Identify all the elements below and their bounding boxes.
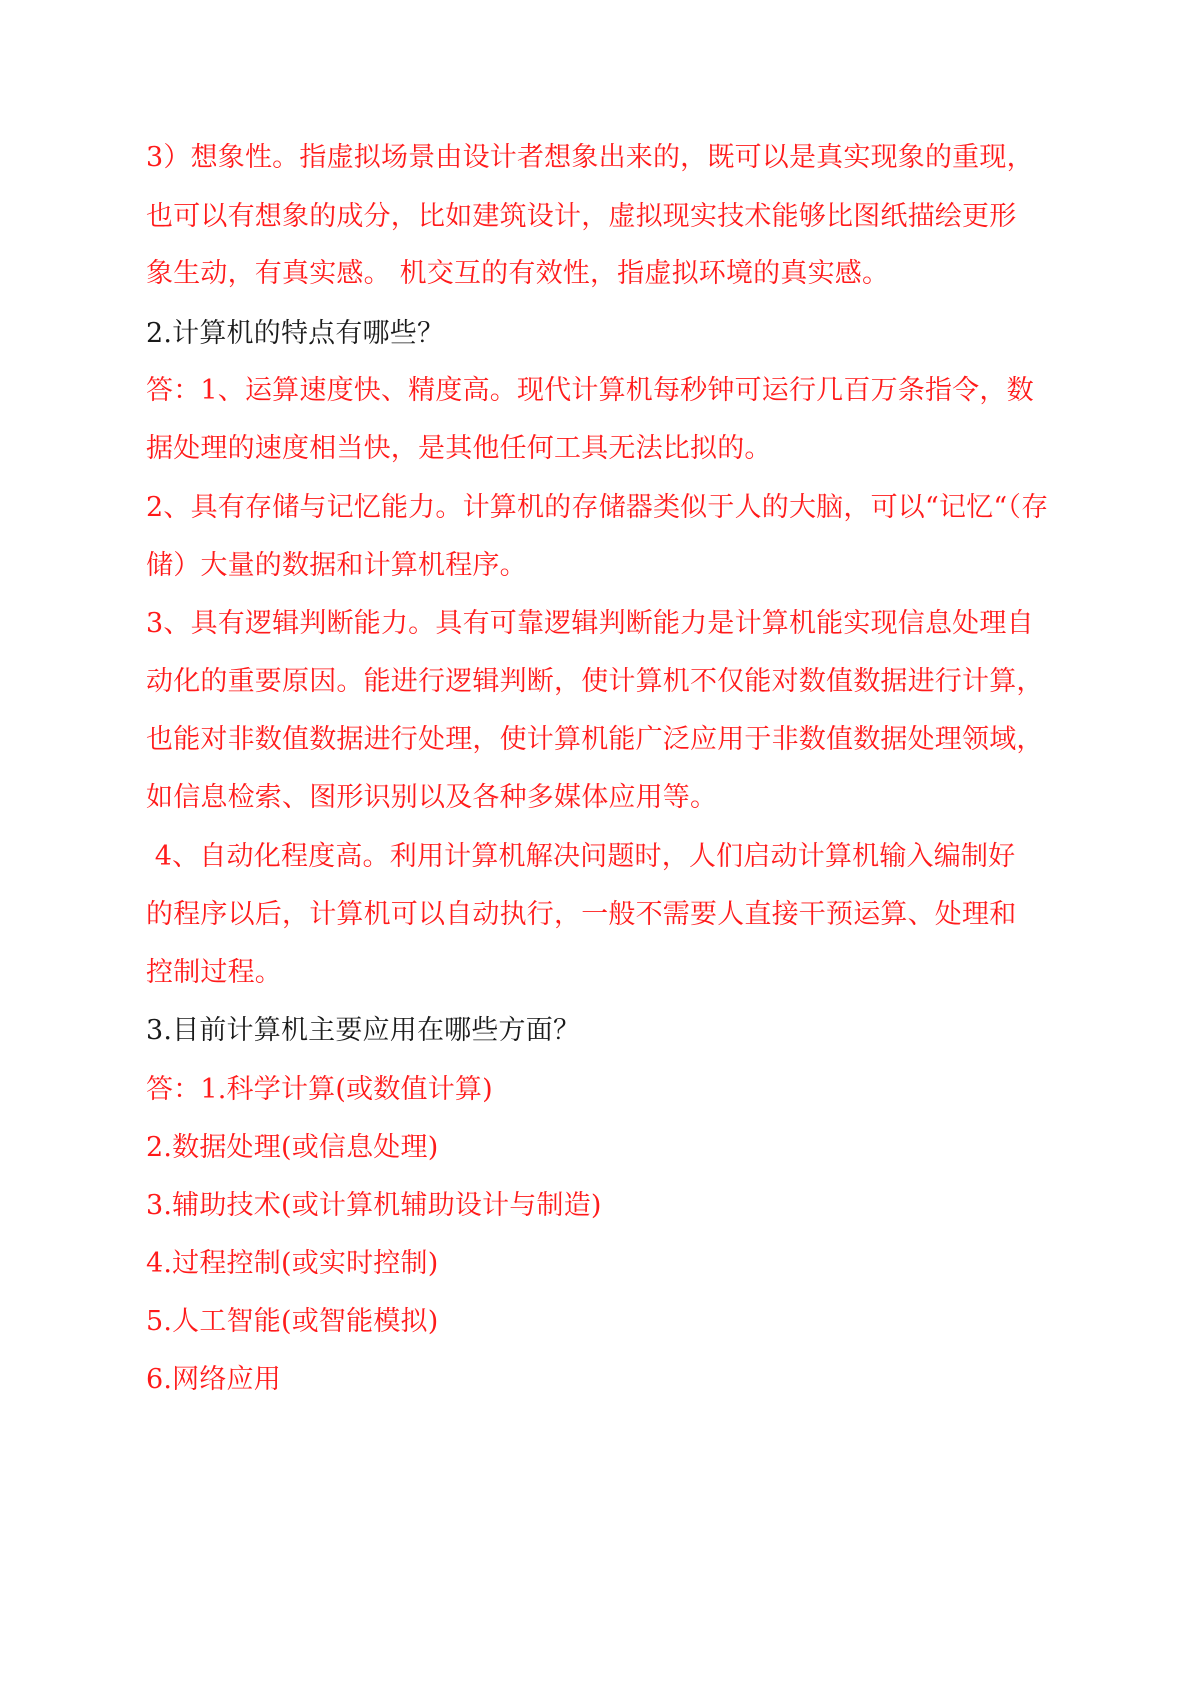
answer-paragraph-line: 控制过程。 — [146, 957, 282, 988]
answer-paragraph-line: 的程序以后，计算机可以自动执行，一般不需要人直接干预运算、处理和 — [146, 899, 1017, 930]
answer-list-item: 5.人工智能(或智能模拟) — [146, 1306, 439, 1337]
answer-paragraph-line: 答：1、运算速度快、精度高。现代计算机每秒钟可运行几百万条指令，数 — [146, 375, 1034, 406]
answer-paragraph-line: 2、具有存储与记忆能力。计算机的存储器类似于人的大脑，可以“记忆“（存 — [146, 492, 1049, 523]
answer-paragraph-line: 象生动，有真实感。 机交互的有效性，指虚拟环境的真实感。 — [146, 258, 890, 289]
answer-list-item: 6.网络应用 — [146, 1364, 281, 1395]
answer-list-item: 答：1.科学计算(或数值计算) — [146, 1074, 493, 1105]
question-heading: 2.计算机的特点有哪些？ — [146, 318, 445, 349]
answer-list-item: 3.辅助技术(或计算机辅助设计与制造) — [146, 1190, 602, 1221]
answer-paragraph-line: 如信息检索、图形识别以及各种多媒体应用等。 — [146, 782, 718, 813]
answer-paragraph-line: 动化的重要原因。能进行逻辑判断，使计算机不仅能对数值数据进行计算， — [146, 666, 1044, 697]
answer-paragraph-line: 储）大量的数据和计算机程序。 — [146, 550, 527, 581]
answer-paragraph-line: 3、具有逻辑判断能力。具有可靠逻辑判断能力是计算机能实现信息处理自 — [146, 608, 1034, 639]
question-heading: 3.目前计算机主要应用在哪些方面？ — [146, 1015, 581, 1046]
answer-paragraph-line: 也可以有想象的成分，比如建筑设计，虚拟现实技术能够比图纸描绘更形 — [146, 201, 1017, 232]
answer-paragraph-line: 据处理的速度相当快，是其他任何工具无法比拟的。 — [146, 433, 772, 464]
answer-list-item: 4.过程控制(或实时控制) — [146, 1248, 439, 1279]
document-page — [146, 0, 1066, 1684]
answer-paragraph-line: 4、自动化程度高。利用计算机解决问题时，人们启动计算机输入编制好 — [146, 841, 1016, 872]
answer-paragraph-line: 也能对非数值数据进行处理，使计算机能广泛应用于非数值数据处理领域， — [146, 724, 1044, 755]
answer-list-item: 2.数据处理(或信息处理) — [146, 1132, 439, 1163]
answer-paragraph-line: 3）想象性。指虚拟场景由设计者想象出来的，既可以是真实现象的重现， — [146, 142, 1034, 173]
